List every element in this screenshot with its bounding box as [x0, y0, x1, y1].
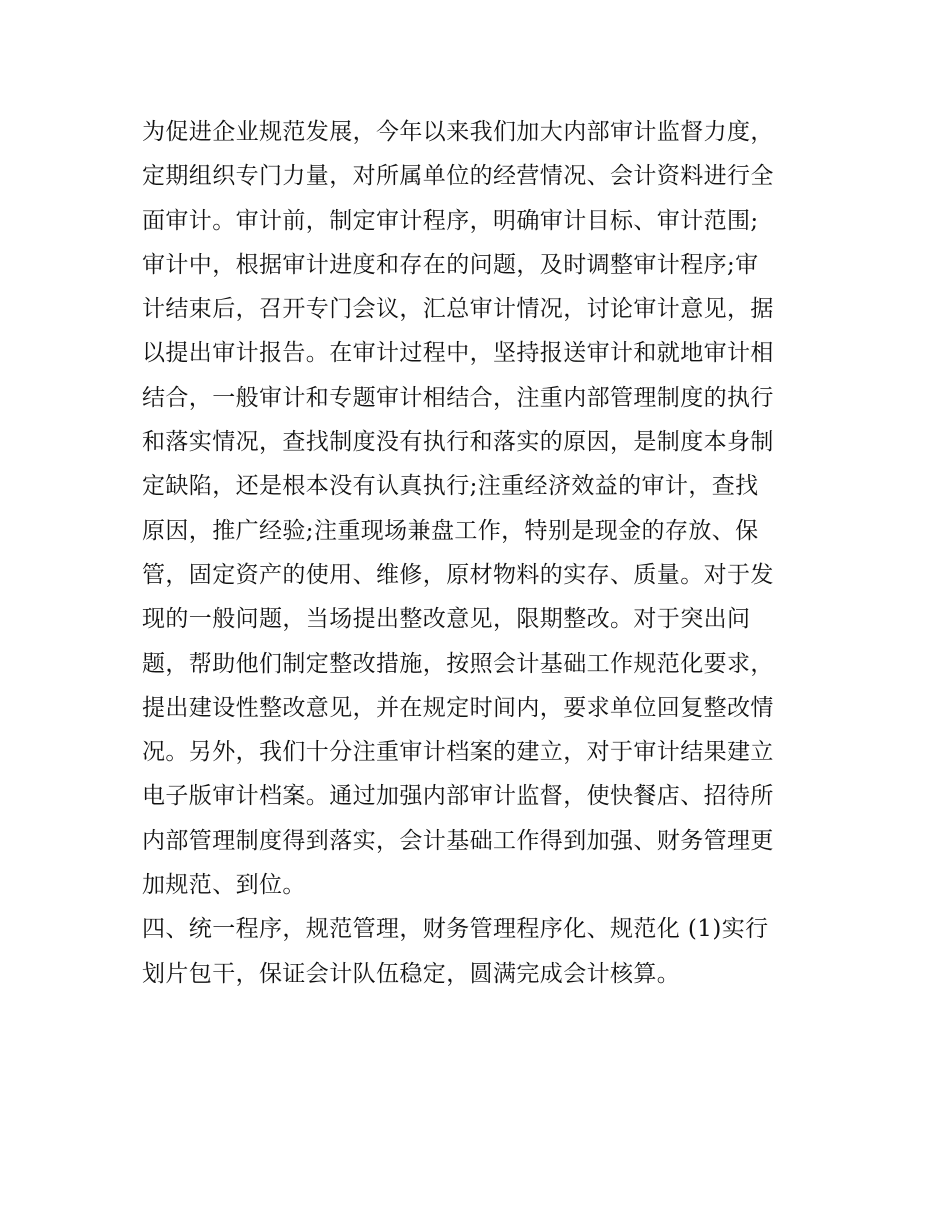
text-line: 电子版审计档案。通过加强内部审计监督，使快餐店、招待所 [142, 783, 774, 810]
text-line: 为促进企业规范发展，今年以来我们加大内部审计监督力度， [142, 119, 774, 145]
text-line: 管，固定资产的使用、维修，原材物料的实存、质量。对于发 [142, 561, 774, 588]
text-line: 题，帮助他们制定整改措施，按照会计基础工作规范化要求， [142, 650, 774, 677]
text-line: 原因，推广经验;注重现场兼盘工作，特别是现金的存放、保 [142, 517, 759, 544]
section-heading-line: 四、统一程序，规范管理，财务管理程序化、规范化 (1)实行 [142, 916, 769, 943]
text-line: 内部管理制度得到落实，会计基础工作得到加强、财务管理更 [142, 827, 774, 854]
text-line: 结合，一般审计和专题审计相结合，注重内部管理制度的执行 [142, 384, 774, 411]
text-line: 以提出审计报告。在审计过程中，坚持报送审计和就地审计相 [142, 340, 774, 367]
text-line: 加规范、到位。 [142, 872, 306, 899]
text-line: 计结束后，召开专门会议，汇总审计情况，讨论审计意见，据 [142, 296, 774, 323]
text-line: 定期组织专门力量，对所属单位的经营情况、会计资料进行全 [142, 163, 774, 190]
text-line: 况。另外，我们十分注重审计档案的建立，对于审计结果建立 [142, 739, 774, 766]
text-line: 划片包干，保证会计队伍稳定，圆满完成会计核算。 [142, 960, 681, 987]
text-line: 和落实情况，查找制度没有执行和落实的原因，是制度本身制 [142, 429, 774, 456]
text-line: 现的一般问题，当场提出整改意见，限期整改。对于突出问 [142, 606, 751, 633]
text-line: 面审计。审计前，制定审计程序，明确审计目标、审计范围; [142, 207, 759, 234]
text-line: 定缺陷，还是根本没有认真执行;注重经济效益的审计，查找 [142, 473, 759, 500]
body-text [142, 110, 822, 996]
text-line: 审计中，根据审计进度和存在的问题，及时调整审计程序;审 [142, 251, 759, 278]
text-line: 提出建设性整改意见，并在规定时间内，要求单位回复整改情 [142, 694, 774, 721]
